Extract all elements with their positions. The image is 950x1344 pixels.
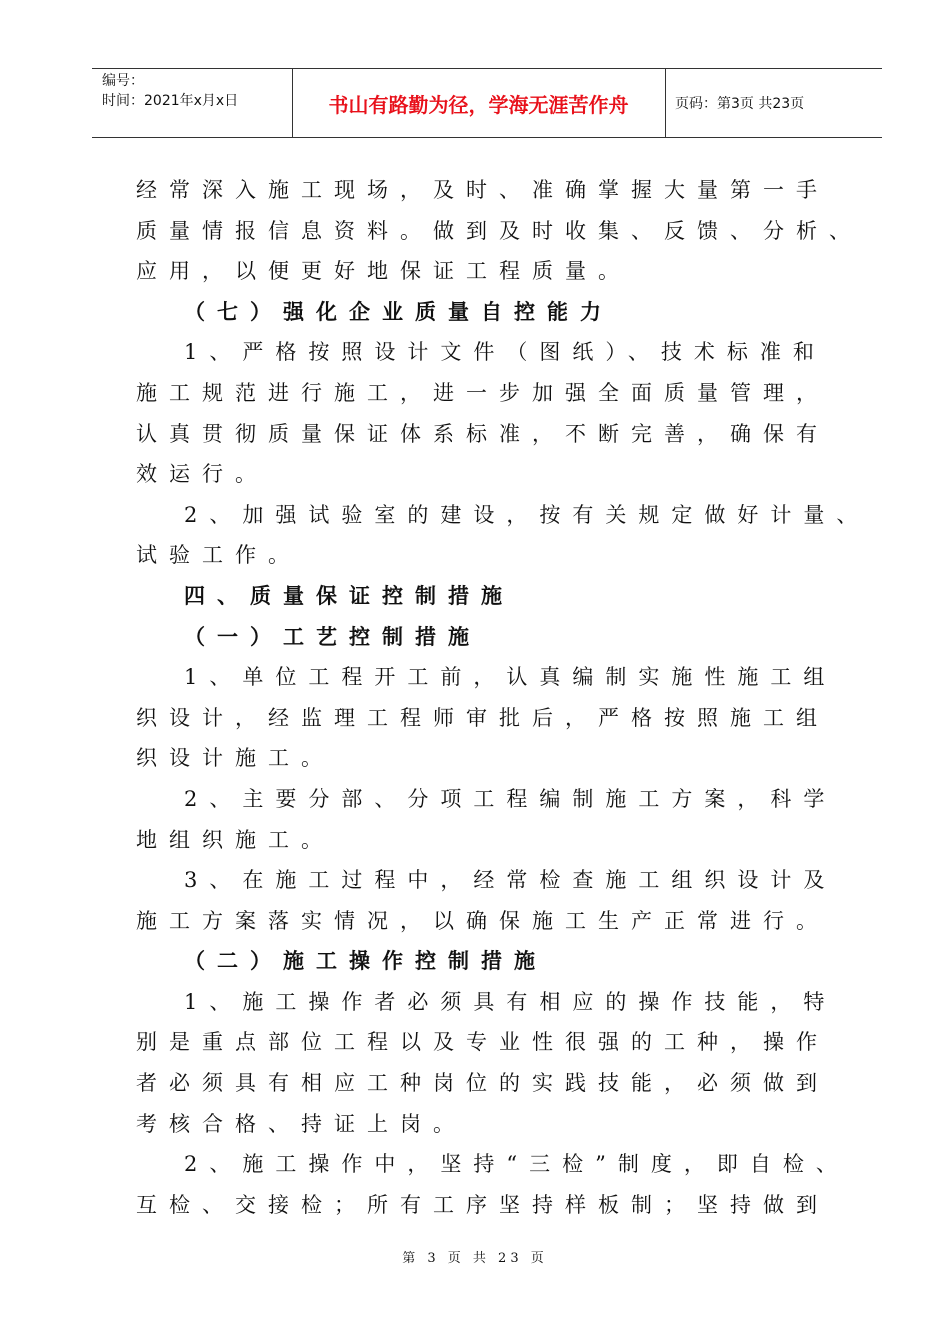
- header-page-info: 页码：第3页 共23页: [675, 96, 805, 112]
- paragraph-line: 考核合格、持证上岗。: [136, 1111, 466, 1136]
- paragraph-line: 织设计施工。: [136, 746, 334, 771]
- paragraph-line: 者必须具有相应工种岗位的实践技能，必须做到: [136, 1071, 829, 1096]
- paragraph-line: 施工方案落实情况，以确保施工生产正常进行。: [136, 908, 829, 933]
- document-number: 编号：: [102, 73, 144, 89]
- paragraph-line: 互检、交接检；所有工序坚持样板制；坚持做到: [136, 1192, 829, 1217]
- paragraph-line: 别是重点部位工程以及专业性很强的工种，操作: [136, 1030, 829, 1055]
- paragraph-line: 认真贯彻质量保证体系标准，不断完善，确保有: [136, 421, 829, 446]
- paragraph-line: 2、主要分部、分项工程编制施工方案，科学: [184, 786, 837, 811]
- paragraph-line: 2、加强试验室的建设，按有关规定做好计量、: [184, 502, 870, 527]
- header-meta: [102, 71, 238, 111]
- page-footer: 第 3 页 共 23 页: [402, 1251, 548, 1266]
- paragraph-line: 1、施工操作者必须具有相应的操作技能，特: [184, 989, 837, 1014]
- section-heading: （二）施工操作控制措施: [184, 949, 547, 974]
- paragraph-line: 1、严格按照设计文件（图纸）、技术标准和: [184, 340, 826, 365]
- page-header: [92, 68, 882, 138]
- header-divider: [665, 69, 666, 137]
- document-body: [136, 170, 870, 1225]
- paragraph-line: 地组织施工。: [136, 827, 334, 852]
- section-heading: 四、质量保证控制措施: [184, 583, 514, 608]
- paragraph-line: 1、单位工程开工前，认真编制实施性施工组: [184, 665, 837, 690]
- paragraph-line: 应用，以便更好地保证工程质量。: [136, 259, 631, 284]
- paragraph-line: 2、施工操作中，坚持“三检”制度，即自检、: [184, 1152, 849, 1177]
- paragraph-line: 质量情报信息资料。做到及时收集、反馈、分析、: [136, 218, 862, 243]
- header-motto: 书山有路勤为径，学海无涯苦作舟: [328, 92, 629, 117]
- section-heading: （七）强化企业质量自控能力: [184, 299, 613, 324]
- paragraph-line: 效运行。: [136, 462, 268, 487]
- section-heading: （一）工艺控制措施: [184, 624, 481, 649]
- document-time: 时间：2021年x月x日: [102, 93, 239, 109]
- paragraph-line: 试验工作。: [136, 543, 301, 568]
- paragraph-line: 经常深入施工现场，及时、准确掌握大量第一手: [136, 178, 829, 202]
- paragraph-line: 3、在施工过程中，经常检查施工组织设计及: [184, 868, 837, 893]
- paragraph-line: 织设计，经监理工程师审批后，严格按照施工组: [136, 705, 829, 730]
- paragraph-line: 施工规范进行施工，进一步加强全面质量管理，: [136, 380, 829, 405]
